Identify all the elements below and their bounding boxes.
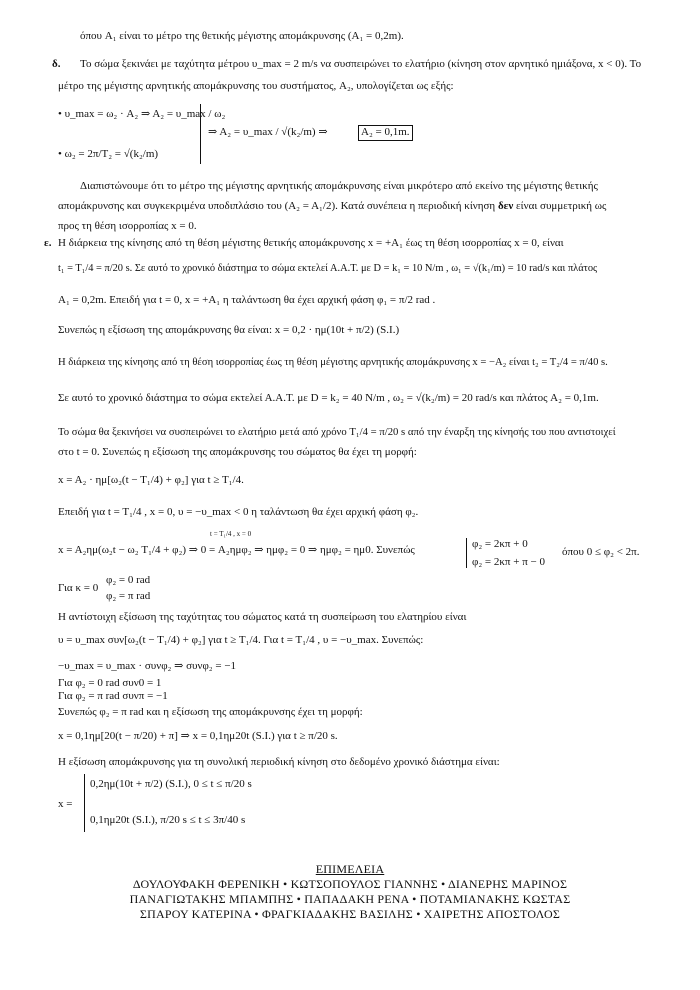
velocity-intro: Η αντίστοιχη εξίσωση της ταχύτητας του σώματος κατά τη συσπείρωση του ελατηρίου είναι xyxy=(58,611,467,623)
epsilon-line-5: Σε αυτό το χρονικό διάστημα το σώμα εκτελεί Α.Α.Τ. με D = k₂ = 40 N/m , ω₂ = √(k₂/m) = 20 rad/s και πλάτος A₂ = 0,1m. xyxy=(58,392,599,404)
piecewise-intro: Η εξίσωση απομάκρυνσης για τη συνολική περιοδική κίνηση στο δεδομένο χρονικό διάστημα είναι: xyxy=(58,756,500,768)
check-phase-pi: Για φ₂ = π rad συνπ = −1 xyxy=(58,690,168,702)
credits-title: ΕΠΙΜΕΛΕΙΑ xyxy=(315,862,385,876)
epsilon-line-7: στο t = 0. Συνεπώς η εξίσωση της απομάκρυνσης του σώματος θα έχει τη μορφή: xyxy=(58,446,417,458)
case-phase-1: φ₂ = 2κπ + 0 xyxy=(472,538,528,550)
arrow-condition: t = T₁/4 , x = 0 xyxy=(210,530,252,538)
intro-line: όπου A₁ είναι το μέτρο της θετικής μέγιστης απομάκρυνσης (A₁ = 0,2m). xyxy=(80,30,404,42)
delta-line-4-tail: είναι συμμετρική ως xyxy=(516,200,607,212)
final-displacement-eq: x = 0,1ημ[20(t − π/20) + π] ⇒ x = 0,1ημ20t (S.I.) για t ≥ π/20 s. xyxy=(58,730,338,742)
case-brace xyxy=(466,538,467,568)
epsilon-phase-derivation: x = A₂ημ(ω₂t − ω₂ T₁/4 + φ₂) ⇒ 0 = A₂ημφ₂ ⇒ ημφ₂ = 0 ⇒ ημφ₂ = ημ0. Συνεπώς xyxy=(58,544,415,556)
epsilon-line-8: Επειδή για t = T₁/4 , x = 0, υ = −υ_max < 0 η ταλάντωση θα έχει αρχική φάση φ₂. xyxy=(58,506,419,518)
piecewise-brace xyxy=(84,774,85,832)
credits-block xyxy=(0,862,700,922)
epsilon-line-2: t₁ = T₁/4 = π/20 s. Σε αυτό το χρονικό διάστημα το σώμα εκτελεί Α.Α.Τ. με D = k₁ = 10 N/m , ω₁ = √(k₁/m) = 10 rad/s και πλάτος xyxy=(58,263,598,274)
section-delta-marker: δ. xyxy=(52,58,61,70)
delta-line-1: Το σώμα ξεκινάει με ταχύτητα μέτρου υ_max = 2 m/s να συσπειρώνει το ελατήριο (κίνηση στον αρνητικό ημιάξονα, x < 0). Το xyxy=(80,58,642,70)
emphasis-not: δεν xyxy=(497,200,514,212)
check-phase-0: Για φ₂ = 0 rad συν0 = 1 xyxy=(58,677,162,689)
epsilon-line-1: Η διάρκεια της κίνησης από τη θέση μέγιστης θετικής απομάκρυνσης x = +A₁ έως τη θέση ισορροπίας x = 0, είναι xyxy=(58,237,564,249)
boxed-result-a2: A₂ = 0,1m. xyxy=(358,125,413,141)
piecewise-case-2: 0,1ημ20t (S.I.), π/20 s ≤ t ≤ 3π/40 s xyxy=(90,814,246,826)
formula-omega2: • ω₂ = 2π/T₂ = √(k₂/m) xyxy=(58,148,159,160)
formula-a2-derivation: ⇒ A₂ = υ_max / √(k₂/m) ⇒ xyxy=(208,126,328,138)
brace xyxy=(200,104,201,164)
delta-line-2: μέτρο της μέγιστης αρνητικής απομάκρυνσης του συστήματος, A₂, υπολογίζεται ως εξής: xyxy=(58,80,454,92)
epsilon-line-6: Το σώμα θα ξεκινήσει να συσπειρώνει το ελατήριο μετά από χρόνο T₁/4 = π/20 s από την έναρξη της κίνησής του που αντιστοιχεί xyxy=(58,426,616,438)
credits-line-2: ΠΑΝΑΓΙΩΤΑΚΗΣ ΜΠΑΜΠΗΣ • ΠΑΠΑΔΑΚΗ ΡΕΝΑ • ΠΟΤΑΜΙΑΝΑΚΗΣ ΚΩΣΤΑΣ xyxy=(129,892,571,906)
epsilon-line-3: A₁ = 0,2m. Επειδή για t = 0, x = +A₁ η ταλάντωση θα έχει αρχική φάση φ₁ = π/2 rad . xyxy=(58,294,436,306)
delta-line-3: Διαπιστώνουμε ότι το μέτρο της μέγιστης αρνητικής απομάκρυνσης είναι μικρότερο από εκείνο της μέγιστης θετικής xyxy=(80,180,598,192)
delta-line-4 xyxy=(58,200,606,214)
piecewise-case-1: 0,2ημ(10t + π/2) (S.I.), 0 ≤ t ≤ π/20 s xyxy=(90,778,252,790)
credits-line-3: ΣΠΑΡΟΥ ΚΑΤΕΡΙΝΑ • ΦΡΑΓΚΙΑΔΑΚΗΣ ΒΑΣΙΛΗΣ • ΧΑΙΡΕΤΗΣ ΑΠΟΣΤΟΛΟΣ xyxy=(139,907,561,921)
credits-line-1: ΔΟΥΛΟΥΦΑΚΗ ΦΕΡΕΝΙΚΗ • ΚΩΤΣΟΠΟΥΛΟΣ ΓΙΑΝΝΗΣ • ΔΙΑΝΕΡΗΣ ΜΑΡΙΝΟΣ xyxy=(132,877,568,891)
phase-option-0: φ₂ = 0 rad xyxy=(106,574,151,586)
epsilon-line-4: Η διάρκεια της κίνησης από τη θέση ισορροπίας έως τη θέση μέγιστης αρνητικής απομάκρυνσης x = −A₂ είναι t₂ = T₂/4 = π/40 s. xyxy=(58,357,608,368)
formula-vmax: • υ_max = ω₂ · A₂ ⇒ A₂ = υ_max / ω₂ xyxy=(58,108,226,120)
conclusion-line: Συνεπώς φ₂ = π rad και η εξίσωση της απομάκρυνσης έχει τη μορφή: xyxy=(58,706,363,718)
piecewise-x-label: x = xyxy=(58,798,73,810)
velocity-equation: υ = υ_max συν[ω₂(t − T₁/4) + φ₂] για t ≥ T₁/4. Για t = T₁/4 , υ = −υ_max. Συνεπώς: xyxy=(58,634,424,646)
for-kappa-zero: Για κ = 0 xyxy=(58,582,99,594)
phase-option-pi: φ₂ = π rad xyxy=(106,590,151,602)
phase-range: όπου 0 ≤ φ₂ < 2π. xyxy=(562,546,640,558)
section-epsilon-marker: ε. xyxy=(44,237,52,249)
velocity-condition: −υ_max = υ_max · συνφ₂ ⇒ συνφ₂ = −1 xyxy=(58,660,237,672)
epsilon-displacement-eq-1: Συνεπώς η εξίσωση της απομάκρυνσης θα είναι: x = 0,2 · ημ(10t + π/2) (S.I.) xyxy=(58,324,400,336)
delta-line-4-text: απομάκρυνσης και συγκεκριμένα υποδιπλάσιο του (A₂ = A₁/2). Κατά συνέπεια η περιοδική κίνηση xyxy=(58,200,496,212)
epsilon-displacement-form: x = A₂ · ημ[ω₂(t − T₁/4) + φ₂] για t ≥ T₁/4. xyxy=(58,474,244,486)
case-phase-2: φ₂ = 2κπ + π − 0 xyxy=(472,556,545,568)
delta-line-5: προς τη θέση ισορροπίας x = 0. xyxy=(58,220,197,232)
